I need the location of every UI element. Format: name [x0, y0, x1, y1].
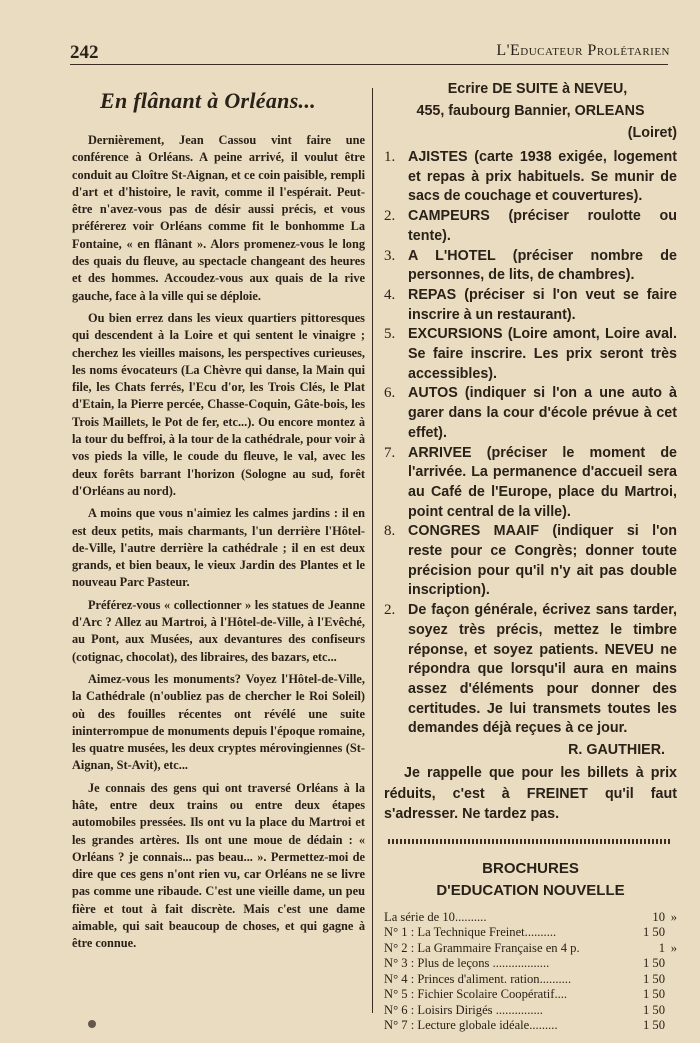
brochure-row: [384, 1003, 677, 1019]
item-text: [408, 325, 677, 384]
brochure-row: [384, 1018, 677, 1034]
brochures-title: [384, 858, 677, 902]
item-number: 2.: [384, 602, 396, 619]
general-text: De façon générale, écrivez sans tarder, soyez très précis, mettez le timbre réponse, et soyez patients. NEVEU ne répondra que lorsqu'il aura en mains assez d'éléments pour donner des certitudes. Je lui transmets toutes les demandes déjà reçues à ce jour.: [408, 602, 677, 737]
brochure-price: 1 50: [642, 1002, 665, 1017]
notice-intro: [384, 78, 677, 144]
item-keyword: CONGRES MAAIF: [408, 523, 539, 540]
item-number: 5.: [384, 326, 396, 343]
item-text: [408, 522, 677, 601]
intro-line: 455, faubourg Bannier, ORLEANS: [416, 103, 645, 119]
brochure-label: N° 4 : Princes d'aliment. ration..........: [384, 971, 572, 986]
brochure-price: 1 50: [642, 987, 665, 1002]
page-header: [70, 42, 670, 64]
item-number: 7.: [384, 444, 396, 461]
brochure-label: N° 1 : La Technique Freinet..........: [384, 925, 557, 940]
notice-item: [384, 247, 677, 286]
item-number: 8.: [384, 523, 396, 540]
brochures-title-line: BROCHURES: [482, 859, 579, 877]
item-keyword: AUTOS: [408, 385, 458, 402]
header-rule: [70, 64, 668, 65]
item-keyword: AJISTES: [408, 149, 468, 165]
item-keyword: A L'HOTEL: [408, 247, 496, 264]
notice-item: [384, 286, 677, 325]
brochure-price: 10: [652, 909, 665, 924]
item-details: (indiquer si l'on reste pour ce Congrès; donner toute précision pour qu'il n'y ait pas double inscription).: [408, 523, 677, 599]
item-details: (préciser nombre de personnes, de lits, de chambres).: [408, 247, 677, 284]
brochure-unit: [665, 987, 677, 1003]
notice-item: [384, 522, 677, 601]
article-paragraph: A moins que vous n'aimiez les calmes jardins : il en est deux petits, mais charmants, l'un derrière l'Hôtel-de-Ville, l'autre derrière la cathédrale ; il en est deux grands, et bien beaux, le vieux Jardin des Plantes et le nouveau Parc Pasteur.: [72, 506, 365, 590]
brochure-row: [384, 910, 677, 926]
billets-note: Je rappelle que pour les billets à prix réduits, c'est à FREINET qu'il faut s'adresser. Ne tardez pas.: [384, 765, 677, 823]
dotted-separator: [388, 839, 671, 844]
item-details: (préciser roulotte ou tente).: [408, 208, 677, 244]
item-details: (Loire amont, Loire aval. Se faire inscrire. Les prix seront très accessibles).: [408, 326, 677, 382]
item-text: [408, 207, 677, 246]
brochure-row: [384, 956, 677, 972]
article-body: [72, 132, 365, 953]
item-keyword: REPAS: [408, 286, 457, 303]
brochure-price: 1 50: [642, 1018, 665, 1033]
item-number: 4.: [384, 286, 396, 303]
brochure-price: 1 50: [642, 971, 665, 986]
article-title: En flânant à Orléans...: [100, 88, 316, 113]
brochure-unit: [665, 925, 677, 941]
brochure-price: 1 50: [642, 956, 665, 971]
intro-line: (Loiret): [627, 125, 677, 141]
article-paragraph: Aimez-vous les monuments? Voyez l'Hôtel-de-Ville, la Cathédrale (n'oubliez pas de chercher le Roi Soleil) où des fouilles récentes ont révélé une suite ininterrompue de monuments depuis l'époque romaine, les quatre musées, les deux cryptes mérovingiennes (St-Aignan, St-Avit), etc...: [72, 671, 365, 773]
notice-item: [384, 148, 677, 207]
item-keyword: EXCURSIONS: [408, 326, 503, 343]
general-note: [384, 601, 677, 739]
brochure-row: [384, 941, 677, 957]
item-number: 3.: [384, 247, 396, 264]
running-title: L'Educateur Prolétarien: [496, 42, 670, 59]
article-paragraph: Dernièrement, Jean Cassou vint faire une conférence à Orléans. A peine arrivé, il voulut être conduit au Cloître St-Aignan, et ce coin paisible, rempli d'art et d'histoire, le ravit, comme il l'espérait. Peut-être n'avez-vous pas de désir aussi précis, et vous préférerez voir Orléans comme fit le bonhomme La Fontaine, « en flânant ». Alors promenez-vous le long des quais du fleuve, au spectacle changeant des heures et des hommes. Accoudez-vous aux quais de la rive gauche, face à la ville qui se déploie.: [72, 133, 365, 303]
item-number: 2.: [384, 208, 396, 225]
signature: R. GAUTHIER.: [568, 742, 665, 759]
ink-spot: [88, 1020, 96, 1028]
notice-item: [384, 325, 677, 384]
notice-list: [384, 148, 677, 601]
item-details: (préciser si l'on veut se faire inscrire à un restaurant).: [408, 286, 677, 323]
brochure-unit: [665, 956, 677, 972]
brochure-price: 1 50: [642, 925, 665, 940]
brochure-row: [384, 987, 677, 1003]
brochure-row: [384, 925, 677, 941]
brochure-row: [384, 972, 677, 988]
article-paragraph: Ou bien errez dans les vieux quartiers pittoresques qui descendent à la Loire et qui sentent le vinaigre ; cherchez les vieilles maisons, les perspectives curieuses, les noms évocateurs (La Chèvre qui danse, la Main qui file, les Chats ferrés, l'Ecu d'or, les Trois Clés, le Plat d'Etain, la Pierre percée, Chasse-Coquin, Gâte-bois, les Trois Maillets, le Pot de fer, etc...). Ou encore montez à la tour du beffroi, à la tour de la cathédrale, pour voir à vos pieds la ville, le coude du fleuve, le val, avec les deux forêts barrant l'horizon (Sologne au sud, forêt d'Orléans au nord).: [72, 310, 365, 498]
item-keyword: ARRIVEE: [408, 444, 472, 461]
item-details: (carte 1938 exigée, logement et repas à prix habituels. Se munir de sacs de couchage et couvertures).: [408, 149, 677, 205]
item-text: [408, 384, 677, 443]
article-paragraph: Préférez-vous « collectionner » les statues de Jeanne d'Arc ? Allez au Martroi, à l'Hôtel-de-Ville, à l'Evêché, au Pont, aux Musées, aux devantures des confiseurs (cotignac, chocolat), des libraires, des bazars, etc...: [72, 597, 365, 664]
brochure-unit: [665, 972, 677, 988]
brochure-unit: »: [670, 940, 677, 955]
brochures-title-line: D'EDUCATION NOUVELLE: [436, 881, 625, 899]
page-number: 242: [70, 42, 99, 63]
brochure-label: N° 6 : Loisirs Dirigés ...............: [384, 1002, 543, 1017]
item-details: (indiquer si l'on a une auto à garer dans la cour d'école prévue à cet effet).: [408, 385, 677, 441]
brochure-unit: [665, 1018, 677, 1034]
brochure-unit: »: [670, 909, 677, 924]
item-number: 1.: [384, 149, 396, 165]
notice-item: [384, 384, 677, 443]
brochure-label: N° 2 : La Grammaire Française en 4 p.: [384, 940, 580, 955]
brochure-unit: [665, 1003, 677, 1019]
item-details: (préciser le moment de l'arrivée. La permanence d'accueil sera au Café de l'Europe, place du Martroi, point central de la ville).: [408, 444, 677, 520]
brochure-label: La série de 10..........: [384, 909, 487, 924]
item-keyword: CAMPEURS: [408, 208, 490, 225]
item-text: [408, 286, 677, 325]
item-text: [408, 148, 677, 207]
brochure-label: N° 7 : Lecture globale idéale.........: [384, 1018, 558, 1033]
notice-item: [384, 444, 677, 523]
notice-column: [384, 78, 677, 1034]
brochures-table: [384, 910, 677, 1034]
article-paragraph: Je connais des gens qui ont traversé Orléans à la hâte, entre deux trains ou entre deux étapes automobiles pressées. Ils ont vu la place du Martroi et les grandes artères. Ils ont une moue de dédain : « Orléans ? je connais... pas beau... ». Permettez-moi de dire que ces gens n'ont rien vu, car Orléans ne se livre pas comme une ribaude. C'est une vieille dame, un peu fière et tout à fait discrète. Mais c'est une dame aimable, qui sait beaucoup de choses, et qui gagne à être connue.: [72, 780, 365, 951]
intro-line: Ecrire DE SUITE à NEVEU,: [447, 81, 628, 97]
brochure-label: N° 5 : Fichier Scolaire Coopératif....: [384, 987, 568, 1002]
notice-item: [384, 207, 677, 246]
brochure-price: 1: [658, 940, 665, 955]
item-text: [408, 444, 677, 523]
item-number: 6.: [384, 385, 396, 402]
article-column: [72, 82, 365, 958]
item-text: [408, 247, 677, 286]
brochure-label: N° 3 : Plus de leçons ..................: [384, 956, 550, 971]
column-divider: [372, 88, 373, 1013]
